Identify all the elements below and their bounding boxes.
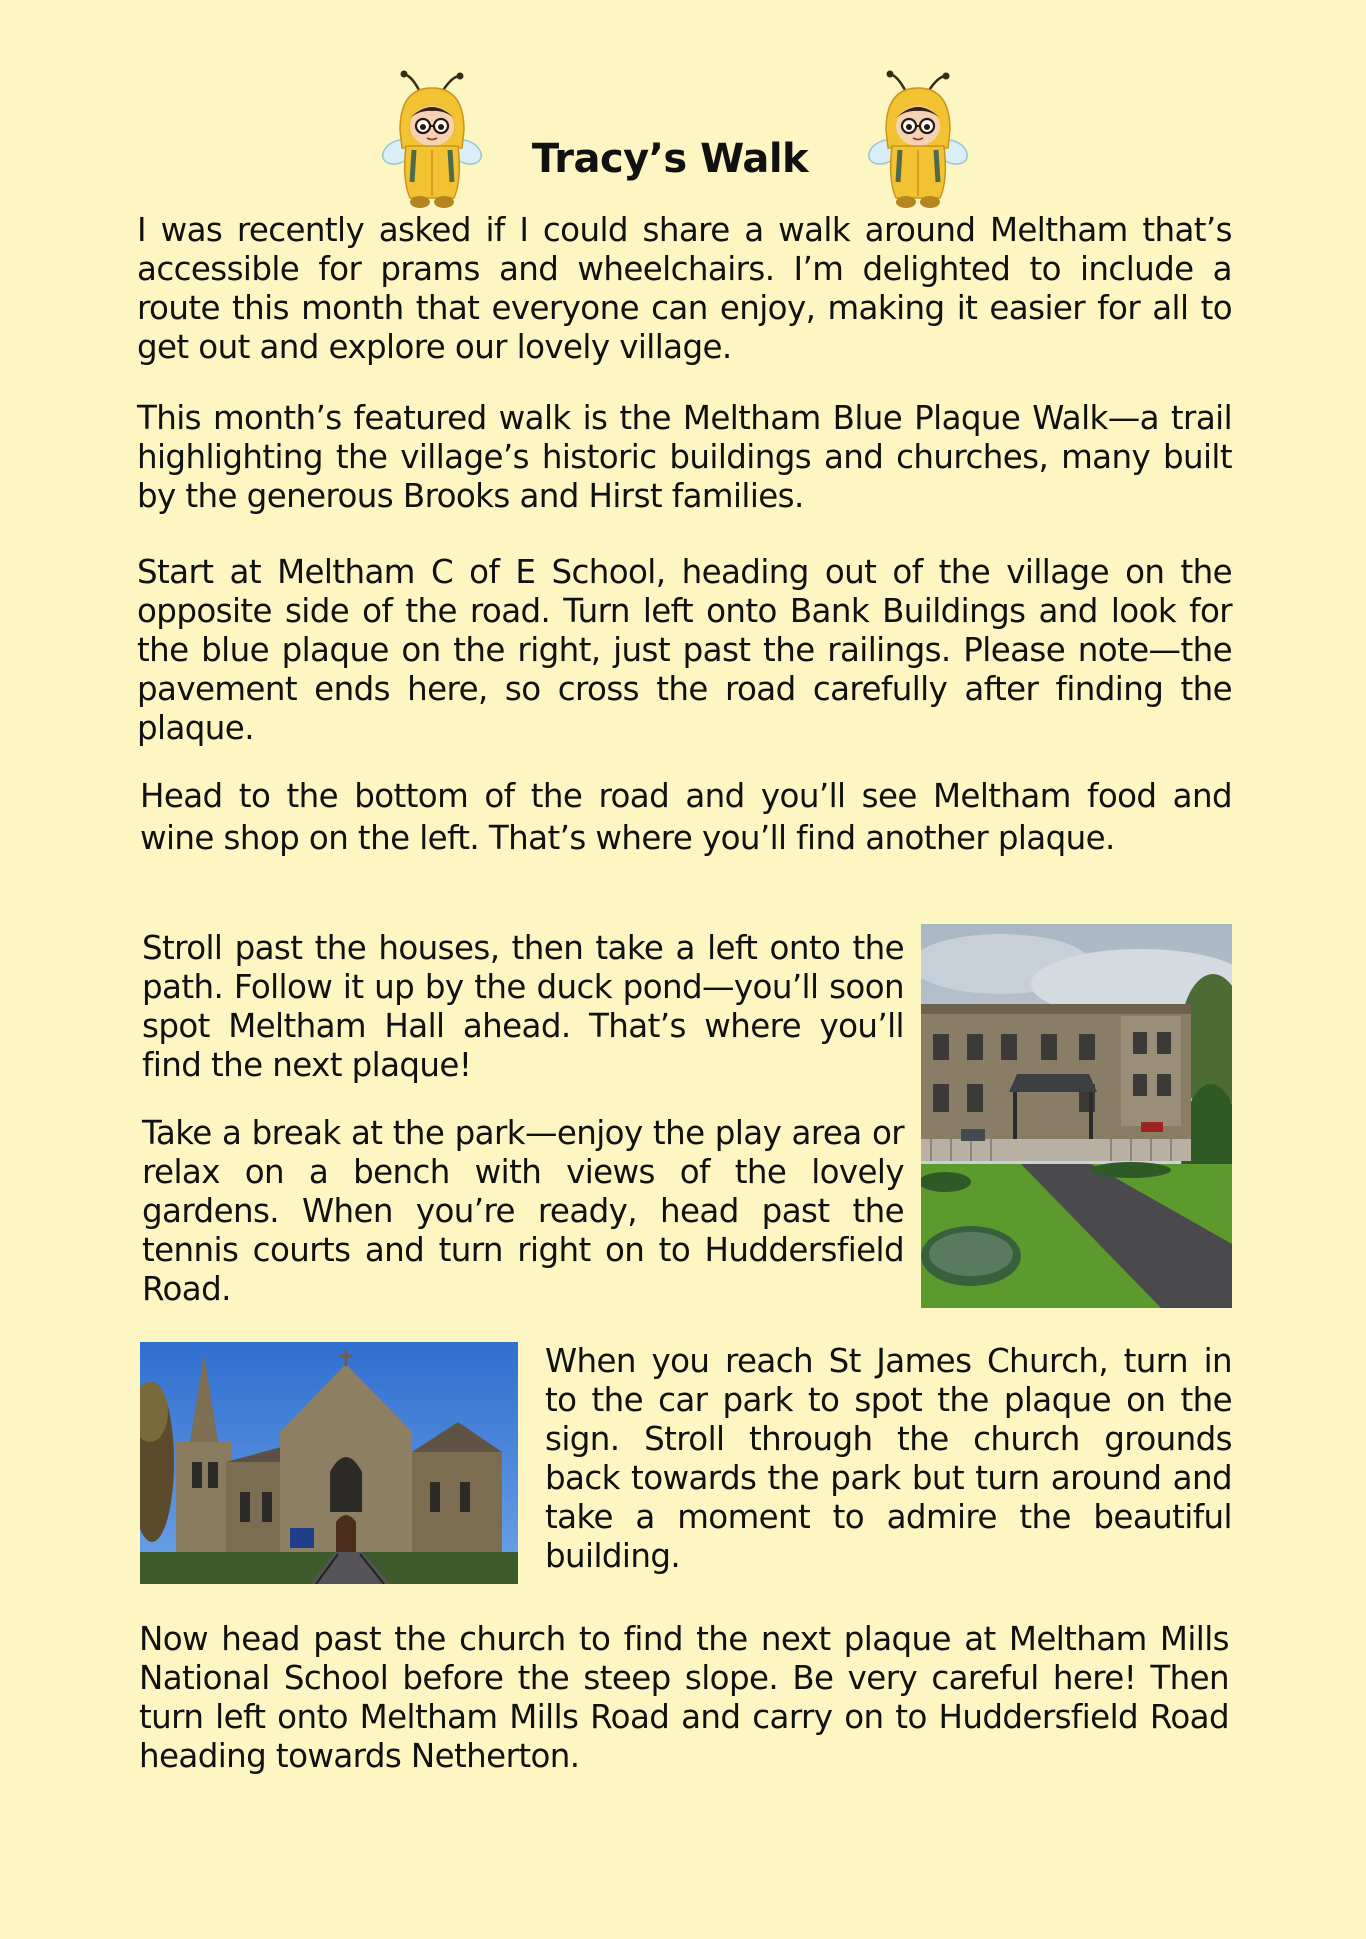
- header: [0, 70, 1366, 220]
- bee-mascot-icon: [866, 70, 970, 210]
- paragraph-park: Take a break at the park—enjoy the play area or relax on a bench with views of the lovely gardens. When you’re ready, head past the tennis courts and turn right on to Huddersfield Road.: [142, 1114, 904, 1308]
- paragraph-meltham-mills: Now head past the church to find the next plaque at Meltham Mills National School before the steep slope. Be very careful here! Then turn left onto Meltham Mills Road and carry on to Huddersfield Road heading towards Netherton.: [139, 1620, 1229, 1775]
- paragraph-st-james-church: When you reach St James Church, turn in to the car park to spot the plaque on the sign. Stroll through the church grounds back towards the park but turn around and take a moment to admire the beautiful building.: [545, 1342, 1232, 1575]
- paragraph-featured-walk: This month’s featured walk is the Meltham Blue Plaque Walk—a trail highlighting the village’s historic buildings and churches, many built by the generous Brooks and Hirst families.: [137, 399, 1232, 515]
- paragraph-start: Start at Meltham C of E School, heading out of the village on the opposite side of the road. Turn left onto Bank Buildings and look for the blue plaque on the right, just past the railings. Please note—the pavement ends here, so cross the road carefully after finding the plaque.: [137, 553, 1232, 747]
- paragraph-intro: I was recently asked if I could share a walk around Meltham that’s accessible for prams and wheelchairs. I’m delighted to include a route this month that everyone can enjoy, making it easier for all to get out and explore our lovely village.: [137, 211, 1232, 366]
- meltham-hall-photo: [921, 924, 1232, 1308]
- st-james-church-photo: [140, 1342, 518, 1584]
- paragraph-food-wine-shop: Head to the bottom of the road and you’ll see Meltham food and wine shop on the left. That’s where you’ll find another plaque.: [140, 777, 1232, 857]
- paragraph-meltham-hall: Stroll past the houses, then take a left onto the path. Follow it up by the duck pond—you’ll soon spot Meltham Hall ahead. That’s where you’ll find the next plaque!: [142, 929, 904, 1084]
- page-title: Tracy’s Walk: [531, 136, 809, 182]
